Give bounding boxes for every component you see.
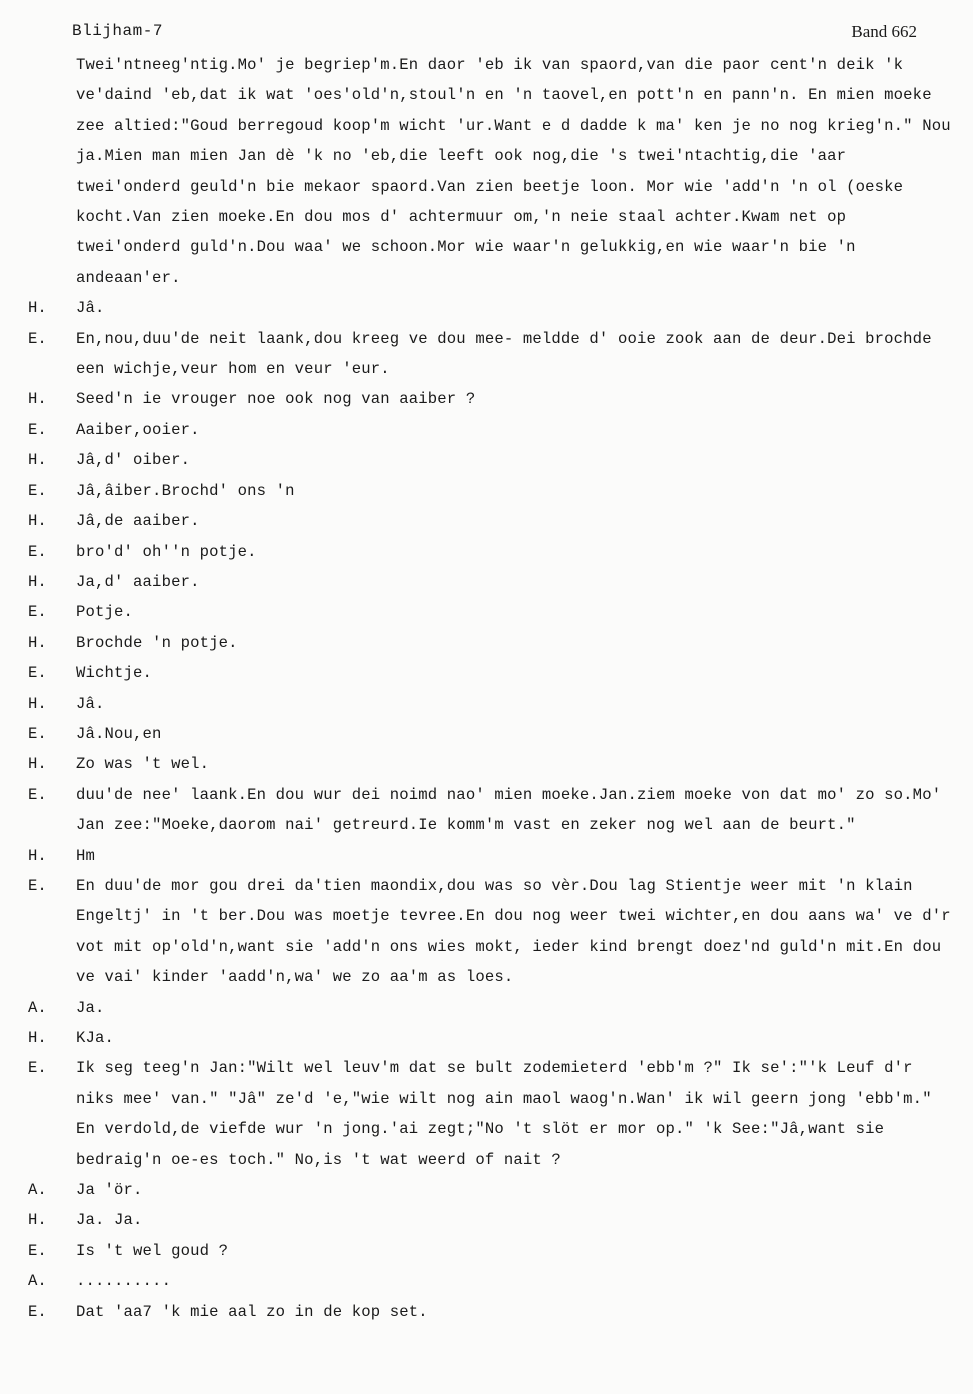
entry-text: KJa. bbox=[76, 1029, 115, 1047]
entry-text: Jâ.Nou,en bbox=[76, 724, 162, 743]
entry-text: Jâ,d' oiber. bbox=[76, 451, 191, 470]
header-file-label: Blijham-7 bbox=[72, 22, 163, 40]
transcript-entry bbox=[28, 1053, 958, 1175]
speaker-label: H. bbox=[28, 512, 47, 531]
transcript-entry bbox=[28, 689, 958, 719]
entry-text: duu'de nee' laank.En dou wur dei noimd nao' mien moeke.Jan.ziem moeke von dat mo' zo so.Mo' Jan zee:"Moeke,daorom nai' getreurd.Ie komm'm vast en zeker nog wel aan de beurt." bbox=[76, 785, 951, 835]
transcript-entry bbox=[28, 597, 958, 627]
transcript-entry bbox=[28, 537, 958, 567]
entry-text: Aaiber,ooier. bbox=[76, 420, 200, 439]
speaker-label: H. bbox=[28, 846, 47, 865]
transcript-entry bbox=[28, 780, 958, 841]
speaker-label: E. bbox=[28, 420, 47, 439]
transcript-entry bbox=[28, 1205, 958, 1235]
entry-text: bro'd' oh''n potje. bbox=[76, 542, 257, 561]
transcript-entry bbox=[28, 384, 958, 414]
entry-text: Is 't wel goud ? bbox=[76, 1241, 229, 1260]
entry-text: Ja. bbox=[76, 998, 105, 1017]
transcript-entry bbox=[28, 324, 958, 385]
speaker-label: H. bbox=[28, 299, 47, 318]
speaker-label: A. bbox=[28, 1181, 47, 1200]
transcript-body bbox=[28, 50, 961, 1327]
entry-text: Seed'n ie vrouger noe ook nog van aaiber ? bbox=[76, 390, 476, 409]
entry-text: Ja 'ör. bbox=[76, 1181, 143, 1200]
entry-text: Ja. Ja. bbox=[76, 1211, 143, 1230]
speaker-label: H. bbox=[28, 1029, 47, 1047]
speaker-label: A. bbox=[28, 1272, 47, 1291]
transcript-entry bbox=[28, 1297, 958, 1327]
transcript-entry bbox=[28, 1023, 958, 1053]
entry-text: Twei'ntneeg'ntig.Mo' je begriep'm.En daor 'eb ik van spaord,van die paor cent'n deik 'k ve'daind 'eb,dat ik wat 'oes'old'n,stoul'n en 'n taovel,en pott'n en pann'n. En mien moeke zee altied:"Goud berregoud koop'm wicht 'ur.Want e d dadde k ma' ken je no nog krieg'n." Nou ja.Mien man mien Jan dè 'k no 'eb,die leeft ook nog,die 's twei'ntachtig,die 'aar twei'onderd geuld'n bie mekaor spaord.Van zien beetje loon. Mor wie 'add'n 'n ol (oeske kocht.Van zien moeke.En dou mos d' achtermuur om,'n neie staal achter.Kwam net op twei'onderd guld'n.Dou waa' we schoon.Mor wie waar'n gelukkig,en wie waar'n bie 'n andeaan'er. bbox=[76, 56, 961, 287]
transcript-entry bbox=[28, 415, 958, 445]
entry-text: Jâ. bbox=[76, 299, 105, 318]
speaker-label: E. bbox=[28, 1302, 47, 1321]
speaker-label: H. bbox=[28, 633, 47, 652]
entry-text: Jâ. bbox=[76, 694, 105, 713]
speaker-label: E. bbox=[28, 664, 47, 683]
transcript-entry bbox=[28, 628, 958, 658]
transcript-entry bbox=[28, 871, 961, 993]
entry-text: Brochde 'n potje. bbox=[76, 633, 238, 652]
entry-text: Ja,d' aaiber. bbox=[76, 572, 200, 591]
speaker-label: E. bbox=[28, 876, 47, 895]
transcript-entry bbox=[28, 993, 958, 1023]
speaker-label: E. bbox=[28, 1241, 47, 1260]
speaker-label: H. bbox=[28, 572, 47, 591]
transcript-entry bbox=[28, 1236, 958, 1266]
transcript-entry bbox=[28, 50, 961, 293]
transcript-entry bbox=[28, 749, 958, 779]
speaker-label: H. bbox=[28, 694, 47, 713]
page-header bbox=[72, 22, 917, 48]
entry-text: Wichtje. bbox=[76, 664, 153, 683]
speaker-label: H. bbox=[28, 1211, 47, 1230]
speaker-label: E. bbox=[28, 1059, 47, 1078]
transcript-entry bbox=[28, 445, 958, 475]
speaker-label: E. bbox=[28, 481, 47, 500]
speaker-label: E. bbox=[28, 785, 47, 804]
entry-text: Jâ,de aaiber. bbox=[76, 512, 200, 531]
speaker-label: A. bbox=[28, 998, 47, 1017]
transcript-entry bbox=[28, 1266, 958, 1296]
entry-text: Potje. bbox=[76, 603, 134, 622]
speaker-label: E. bbox=[28, 329, 47, 348]
transcript-entry bbox=[28, 719, 958, 749]
entry-text: Hm bbox=[76, 846, 96, 865]
entry-text: Jâ,âiber.Brochd' ons 'n bbox=[76, 481, 295, 500]
transcript-entry bbox=[28, 658, 958, 688]
speaker-label: H. bbox=[28, 451, 47, 470]
speaker-label: H. bbox=[28, 390, 47, 409]
transcript-entry bbox=[28, 841, 958, 871]
entry-text: Zo was 't wel. bbox=[76, 755, 210, 774]
entry-text: En,nou,duu'de neit laank,dou kreeg ve dou mee- meldde d' ooie zook aan de deur.Dei brochde een wichje,veur hom en veur 'eur. bbox=[76, 329, 942, 379]
entry-text: En duu'de mor gou drei da'tien maondix,dou was so vèr.Dou lag Stientje weer mit 'n klain Engeltj' in 't ber.Dou was moetje tevree.En dou nog weer twei wichter,en dou aans wa' ve d'r vot mit op'old'n,want sie 'add'n ons wies mokt, ieder kind brengt doez'nd guld'n mit.En dou ve vai' kinder 'aadd'n,wa' we zo aa'm as loes. bbox=[76, 876, 961, 987]
speaker-label: E. bbox=[28, 603, 47, 622]
transcript-entry bbox=[28, 506, 958, 536]
transcript-entry bbox=[28, 1175, 958, 1205]
entry-text: Dat 'aa7 'k mie aal zo in de kop set. bbox=[76, 1302, 428, 1321]
entry-text: .......... bbox=[76, 1272, 172, 1291]
transcript-entry bbox=[28, 567, 958, 597]
entry-text: Ik seg teeg'n Jan:"Wilt wel leuv'm dat se bult zodemieterd 'ebb'm ?" Ik se':"'k Leuf d'r niks mee' van." "Jâ" ze'd 'e,"wie wilt nog ain maol waog'n.Wan' ik wil geern jong 'ebb'm." En verdold,de viefde wur 'n jong.'ai zegt;"No 't slöt er mor op." 'k See:"Jâ,want sie bedraig'n oe-es toch." No,is 't wat weerd of nait ? bbox=[76, 1059, 942, 1169]
header-band-label: Band 662 bbox=[851, 22, 917, 41]
speaker-label: E. bbox=[28, 542, 47, 561]
transcript-entry bbox=[28, 293, 958, 323]
speaker-label: H. bbox=[28, 755, 47, 774]
transcript-entry bbox=[28, 476, 958, 506]
speaker-label: E. bbox=[28, 724, 47, 743]
